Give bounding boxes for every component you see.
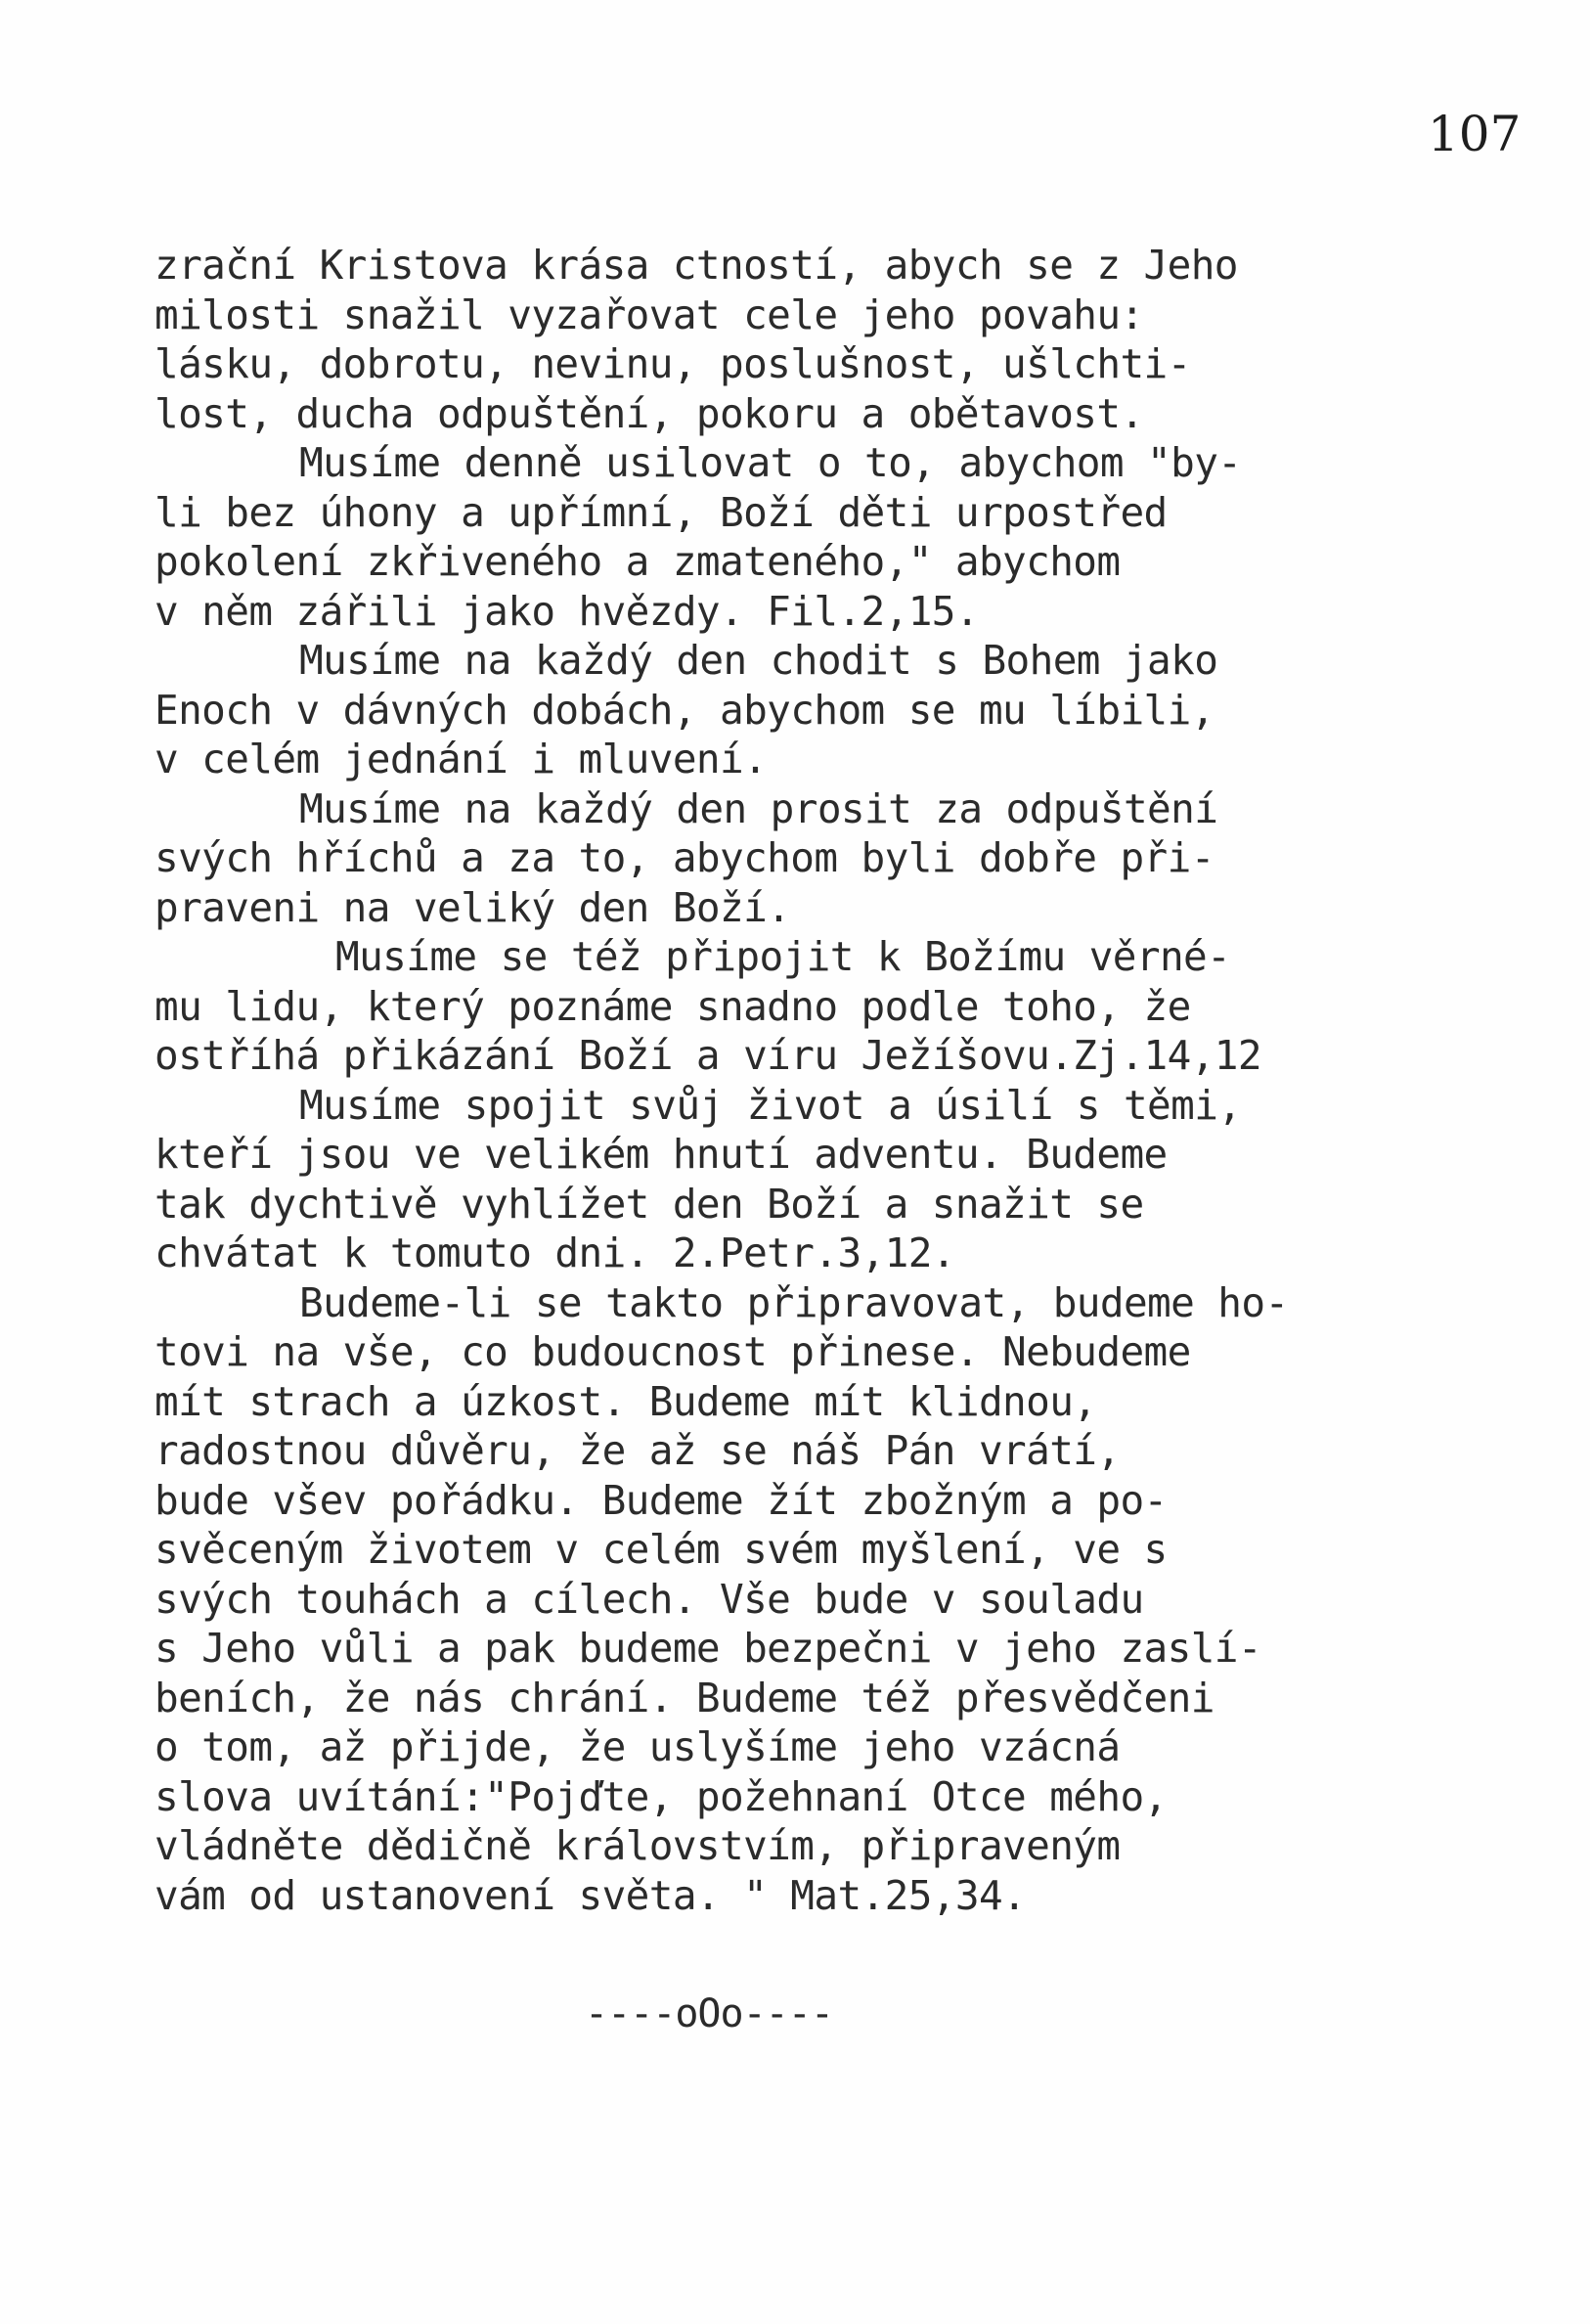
text-line: radostnou důvěru, že až se náš Pán vrátí, — [155, 1427, 1121, 1474]
text-line: ostříhá přikázání Boží a víru Ježíšovu.Zj.14,12 — [155, 1032, 1261, 1079]
text-line: v celém jednání i mluvení. — [155, 736, 768, 782]
text-line: svých touhách a cílech. Vše bude v souladu — [155, 1575, 1144, 1623]
text-line: lásku, dobrotu, nevinu, poslušnost, ušlchti- — [155, 340, 1191, 387]
page-number: 107 — [1428, 106, 1522, 162]
text-line: svých hříchů a za to, abychom byli dobře při- — [155, 834, 1215, 881]
text-line: slova uvítání:"Pojďte, požehnaní Otce mého, — [155, 1772, 1168, 1820]
body-text — [155, 241, 1563, 1920]
text-line: Enoch v dávných dobách, abychom se mu líbili, — [155, 686, 1215, 734]
text-line: kteří jsou ve velikém hnutí adventu. Budeme — [155, 1131, 1168, 1178]
text-line: zrační Kristova krása ctností, abych se z Jeho — [155, 242, 1238, 289]
text-line: bude všev pořádku. Budeme žít zbožným a po- — [155, 1476, 1168, 1524]
text-line: beních, že nás chrání. Budeme též přesvědčeni — [155, 1674, 1215, 1721]
text-line: chvátat k tomuto dni. 2.Petr.3,12. — [155, 1229, 955, 1276]
text-line: vám od ustanovení světa. " Mat.25,34. — [155, 1871, 1027, 1919]
text-line: li bez úhony a upřímní, Boží děti urpostřed — [155, 488, 1168, 536]
text-line: Budeme-li se takto připravovat, budeme ho- — [299, 1278, 1289, 1326]
text-line: lost, ducha odpuštění, pokoru a obětavost. — [155, 389, 1144, 437]
text-line: tovi na vše, co budoucnost přinese. Nebudeme — [155, 1328, 1191, 1375]
text-line: pokolení zkřiveného a zmateného," abychom — [155, 538, 1121, 585]
text-line: Musíme se též připojit k Božímu věrné- — [335, 933, 1231, 980]
text-line: svěceným životem v celém svém myšlení, ve s — [155, 1526, 1168, 1573]
text-line: praveni na veliký den Boží. — [155, 883, 791, 931]
text-line: mít strach a úzkost. Budeme mít klidnou, — [155, 1377, 1097, 1425]
text-line: Musíme denně usilovat o to, abychom "by- — [299, 439, 1242, 486]
text-line: s Jeho vůli a pak budeme bezpečni v jeho zaslí- — [155, 1625, 1261, 1672]
text-line: Musíme na každý den chodit s Bohem jako — [299, 637, 1218, 684]
text-line: o tom, až přijde, že uslyšíme jeho vzácná — [155, 1723, 1121, 1770]
text-line: Musíme na každý den prosit za odpuštění — [299, 784, 1218, 832]
text-line: vládněte dědičně královstvím, připraveným — [155, 1822, 1121, 1869]
text-line: tak dychtivě vyhlížet den Boží a snažit se — [155, 1180, 1144, 1228]
text-line: Musíme spojit svůj život a úsilí s těmi, — [299, 1081, 1242, 1129]
text-line: milosti snažil vyzařovat cele jeho povahu: — [155, 290, 1144, 338]
text-line: mu lidu, který poznáme snadno podle toho, že — [155, 982, 1191, 1030]
end-separator: ----oOo---- — [585, 1991, 833, 2036]
text-line: v něm zářili jako hvězdy. Fil.2,15. — [155, 587, 979, 635]
